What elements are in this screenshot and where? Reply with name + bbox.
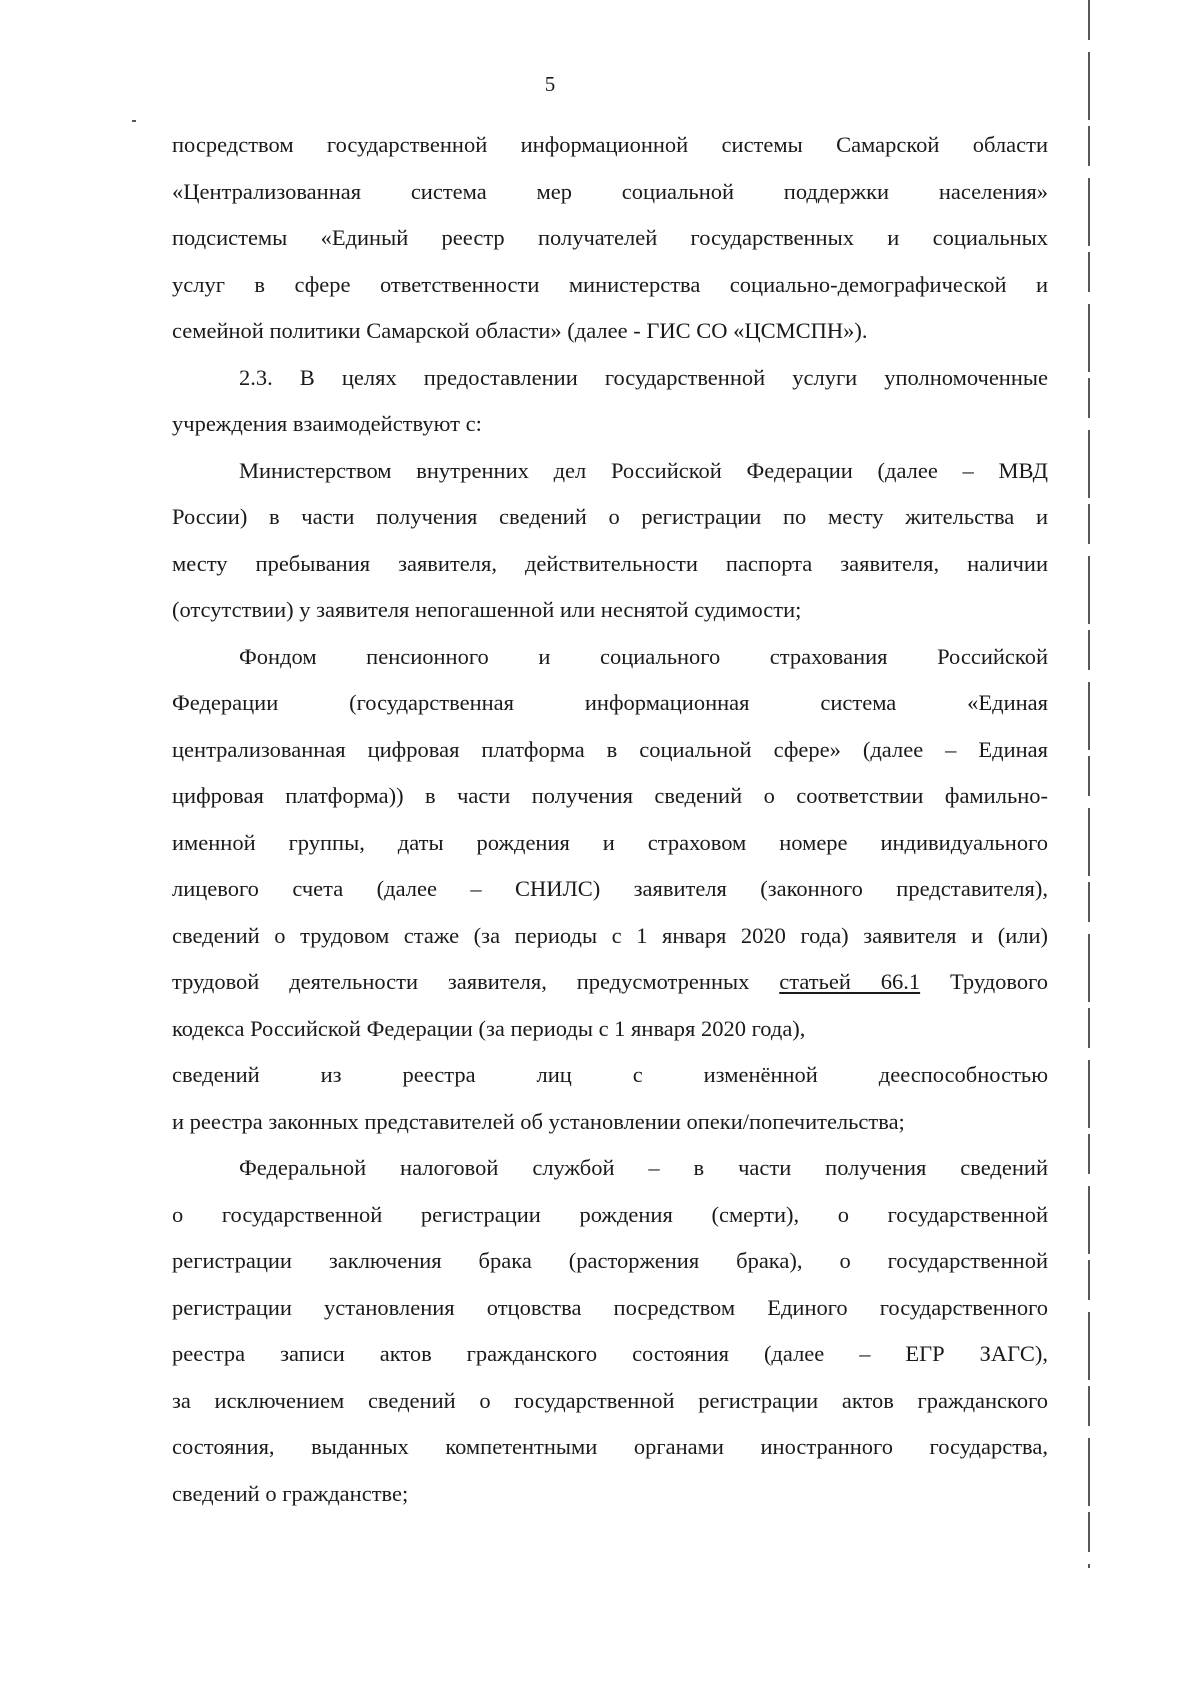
text-line: России) в части получения сведений о регистрации по месту жительства и bbox=[172, 504, 1048, 529]
text-line: Фондом пенсионного и социального страхования Российской bbox=[239, 643, 1048, 669]
text-line: регистрации установления отцовства посредством Единого государственного bbox=[172, 1294, 1048, 1320]
text-line: учреждения взаимодействуют с: bbox=[172, 411, 482, 436]
text-fragment: трудовой деятельности заявителя, предусмотренных bbox=[172, 969, 750, 994]
text-line: именной группы, даты рождения и страховом номере индивидуального bbox=[172, 829, 1048, 855]
paragraph-1 bbox=[172, 122, 1048, 355]
paragraph-2 bbox=[172, 355, 1048, 448]
text-line: сведений из реестра лиц с изменённой дееспособностью bbox=[172, 1062, 1048, 1087]
text-line: централизованная цифровая платформа в социальной сфере» (далее – Единая bbox=[172, 736, 1048, 762]
article-link[interactable]: статьей 66.1 bbox=[779, 969, 921, 994]
text-line: о государственной регистрации рождения (смерти), о государственной bbox=[172, 1201, 1048, 1227]
text-line: услуг в сфере ответственности министерства социально-демографической и bbox=[172, 271, 1048, 297]
text-line: (отсутствии) у заявителя непогашенной или неснятой судимости; bbox=[172, 597, 802, 622]
document-body bbox=[172, 122, 1048, 1517]
text-line: реестра записи актов гражданского состояния (далее – ЕГР ЗАГС), bbox=[172, 1341, 1048, 1366]
paragraph-3 bbox=[172, 448, 1048, 634]
scan-edge-line bbox=[1088, 0, 1090, 1568]
text-line: месту пребывания заявителя, действительности паспорта заявителя, наличии bbox=[172, 550, 1048, 576]
text-line: Федерации (государственная информационная система «Единая bbox=[172, 690, 1048, 715]
text-line: за исключением сведений о государственной регистрации актов гражданского bbox=[172, 1387, 1048, 1413]
text-line: «Централизованная система мер социальной поддержки населения» bbox=[172, 178, 1048, 204]
text-fragment: Трудового bbox=[950, 969, 1049, 994]
text-line: сведений о гражданстве; bbox=[172, 1480, 409, 1506]
text-line: семейной политики Самарской области» (далее - ГИС СО «ЦСМСПН»). bbox=[172, 318, 868, 343]
text-line: и реестра законных представителей об установлении опеки/попечительства; bbox=[172, 1108, 905, 1134]
text-line: Федеральной налоговой службой – в части получения сведений bbox=[239, 1155, 1048, 1180]
text-line: цифровая платформа)) в части получения сведений о соответствии фамильно- bbox=[172, 783, 1048, 808]
paragraph-5 bbox=[172, 1145, 1048, 1517]
text-line: состояния, выданных компетентными органами иностранного государства, bbox=[172, 1434, 1048, 1459]
page-number: 5 bbox=[544, 72, 556, 96]
scan-speck bbox=[132, 120, 136, 122]
text-line: подсистемы «Единый реестр получателей государственных и социальных bbox=[172, 225, 1048, 250]
text-line-with-link bbox=[172, 959, 1048, 1006]
text-line: кодекса Российской Федерации (за периоды с 1 января 2020 года), bbox=[172, 1015, 806, 1041]
text-line: регистрации заключения брака (расторжения брака), о государственной bbox=[172, 1248, 1048, 1273]
paragraph-4 bbox=[172, 634, 1048, 1146]
text-line: сведений о трудовом стаже (за периоды с 1 января 2020 года) заявителя и (или) bbox=[172, 922, 1048, 948]
text-line: лицевого счета (далее – СНИЛС) заявителя (законного представителя), bbox=[172, 876, 1048, 901]
text-line: Министерством внутренних дел Российской Федерации (далее – МВД bbox=[239, 457, 1048, 483]
text-line: посредством государственной информационной системы Самарской области bbox=[172, 132, 1048, 157]
text-line: 2.3. В целях предоставлении государственной услуги уполномоченные bbox=[239, 364, 1048, 390]
